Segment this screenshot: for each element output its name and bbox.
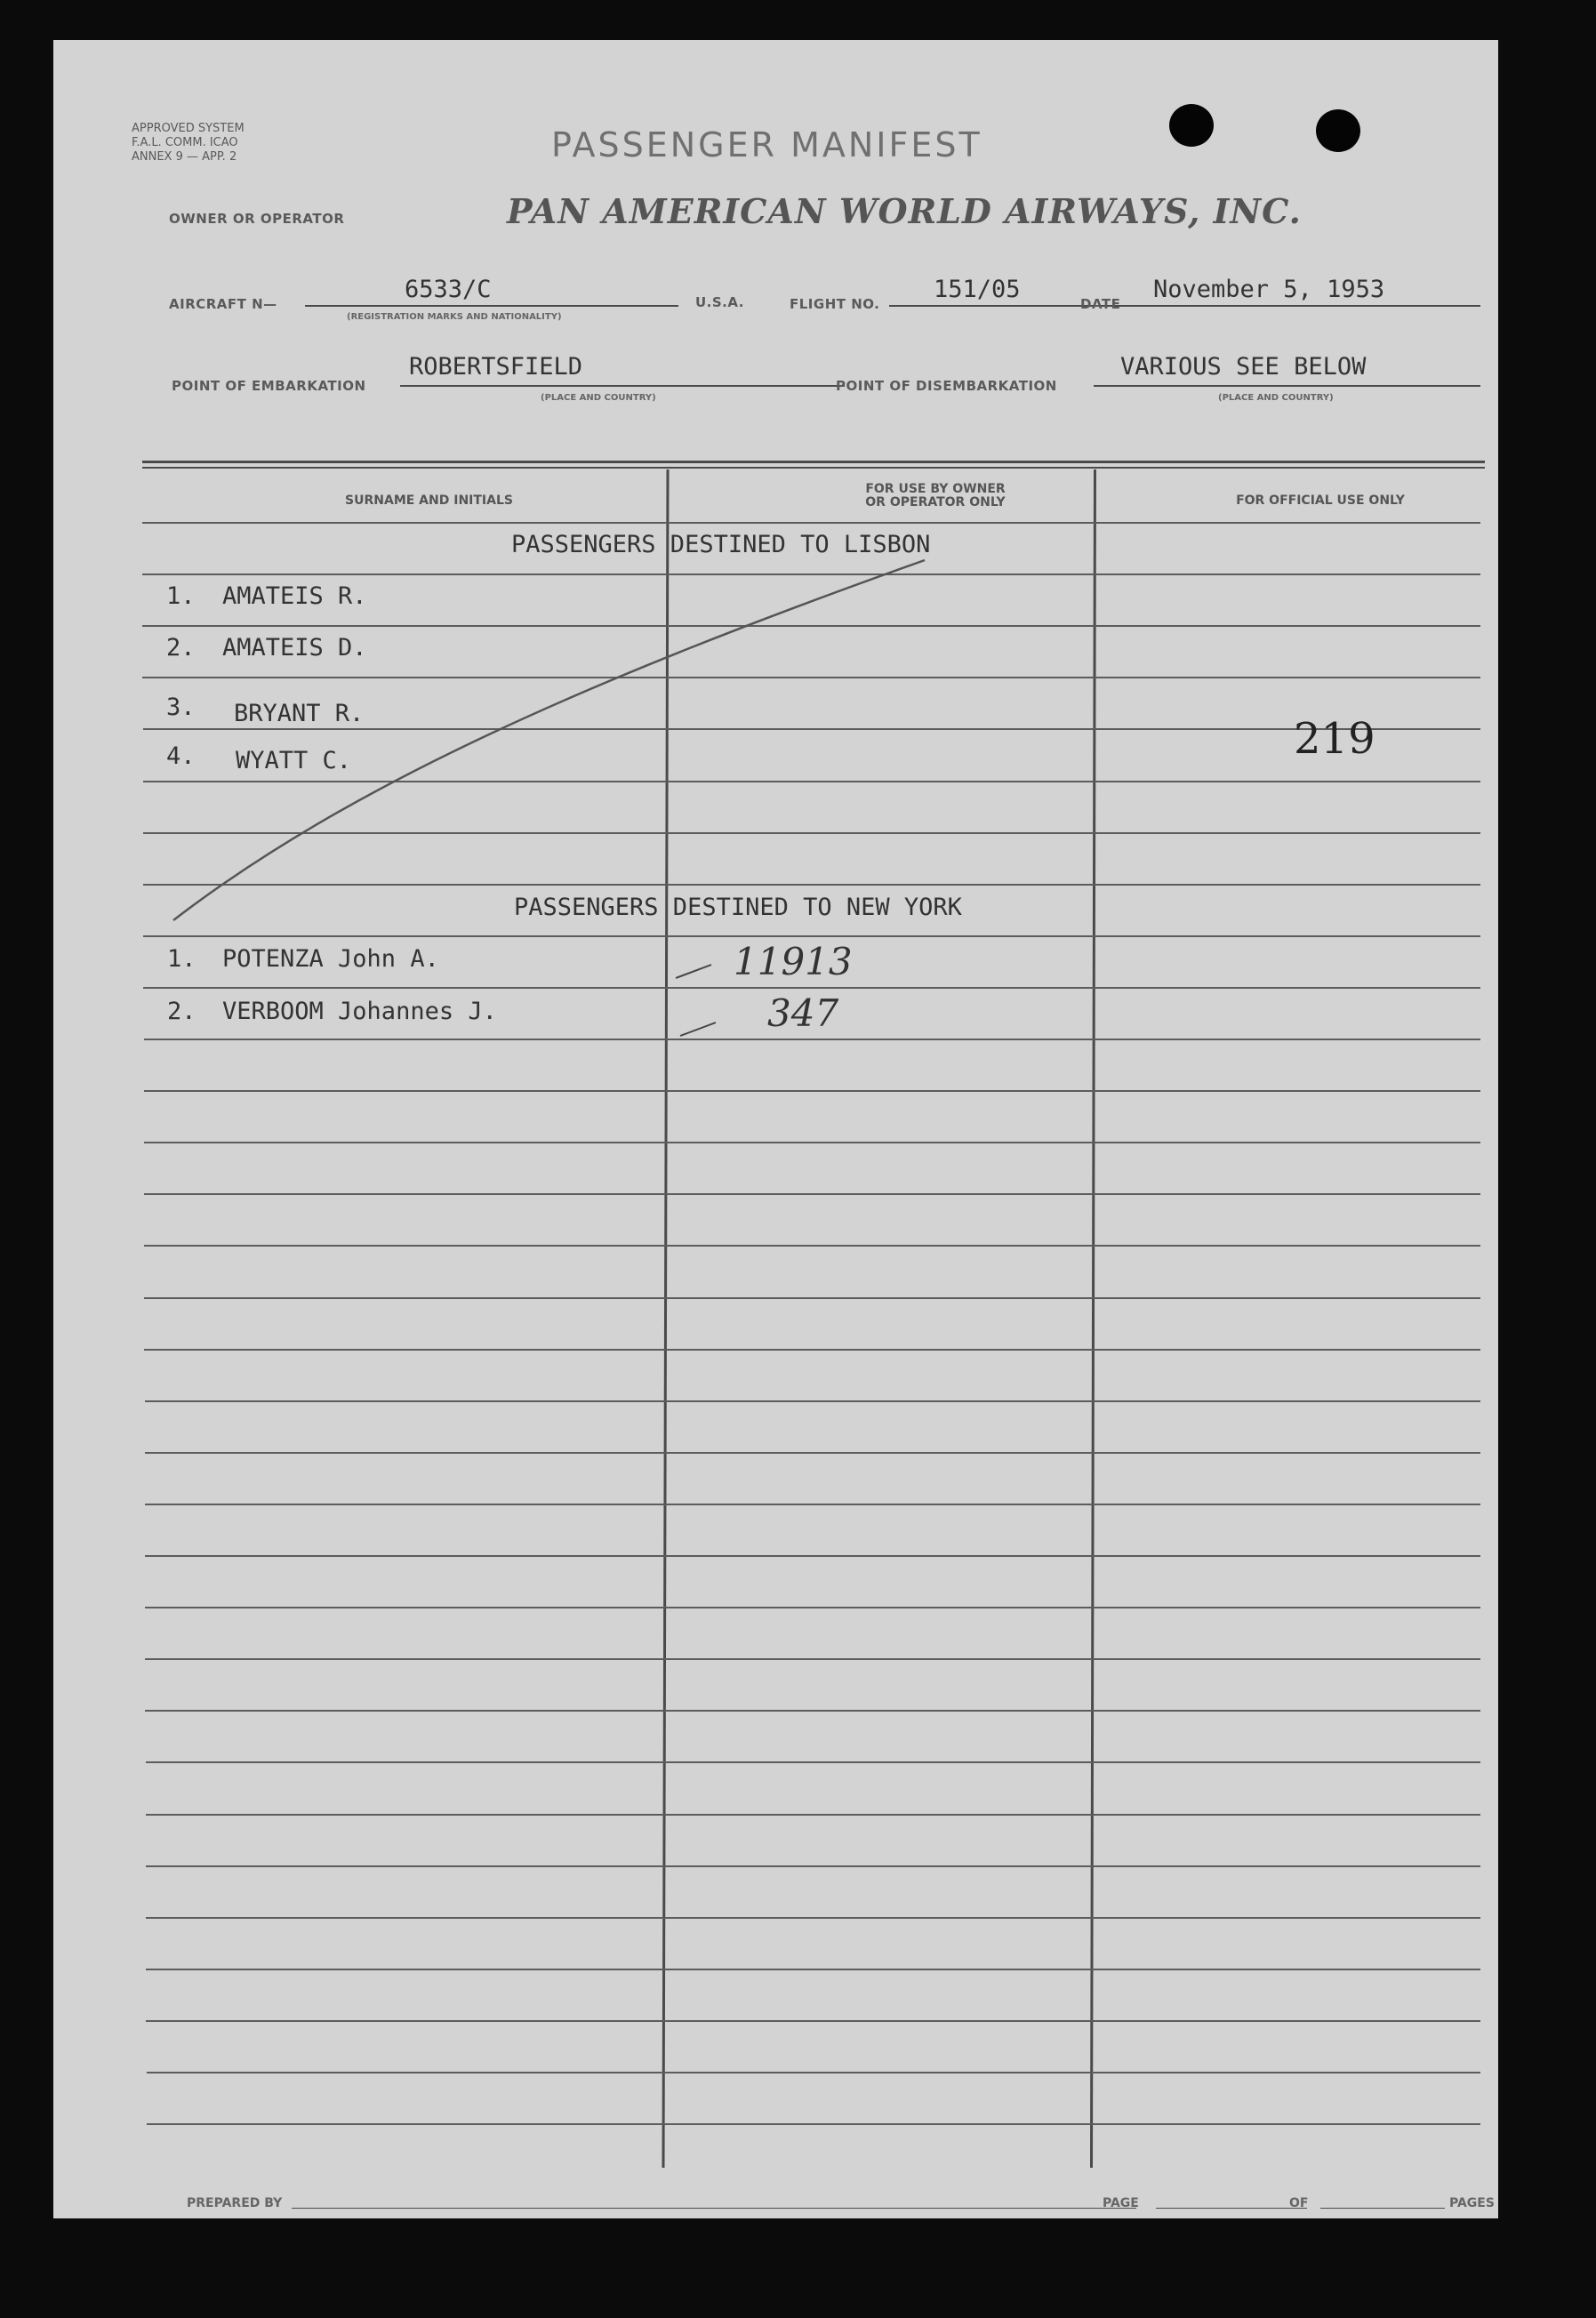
operator-note: 11913: [734, 940, 853, 983]
page-label: PAGE: [1103, 2196, 1139, 2210]
passenger-name: POTENZA John A.: [222, 945, 439, 973]
col-surname-header: SURNAME AND INITIALS: [345, 493, 513, 508]
passenger-name: AMATEIS R.: [222, 582, 367, 610]
passenger-num: 4.: [166, 742, 196, 770]
passenger-num: 2.: [167, 998, 196, 1025]
approval-note: APPROVED SYSTEM F.A.L. COMM. ICAO ANNEX 9 — APP. 2: [132, 122, 245, 164]
company-name: PAN AMERICAN WORLD AIRWAYS, INC.: [507, 191, 1302, 231]
date-label: DATE: [1080, 296, 1121, 312]
disembark-value: VARIOUS SEE BELOW: [1120, 353, 1367, 381]
registration-sub: (REGISTRATION MARKS AND NATIONALITY): [347, 312, 562, 322]
passenger-name: VERBOOM Johannes J.: [222, 998, 497, 1025]
disembark-label: POINT OF DISEMBARKATION: [836, 378, 1057, 394]
pages-label: PAGES: [1449, 2196, 1495, 2210]
aircraft-value: 6533/C: [405, 276, 492, 303]
passenger-name: BRYANT R.: [234, 700, 365, 727]
col-official-header: FOR OFFICIAL USE ONLY: [1236, 493, 1405, 508]
passenger-num: 3.: [166, 694, 196, 721]
of-label: OF: [1289, 2196, 1309, 2210]
embark-value: ROBERTSFIELD: [409, 353, 583, 381]
usa-label: U.S.A.: [695, 294, 744, 310]
flight-label: FLIGHT NO.: [790, 296, 880, 312]
official-stamp-number: 219: [1294, 714, 1375, 764]
col-operator-header-1: FOR USE BY OWNER: [865, 482, 1006, 496]
passenger-num: 1.: [166, 582, 196, 610]
place-sub-2: (PLACE AND COUNTRY): [1218, 393, 1334, 403]
embark-label: POINT OF EMBARKATION: [172, 378, 366, 394]
operator-note: 347: [767, 991, 839, 1035]
owner-label: OWNER OR OPERATOR: [169, 211, 345, 227]
form-title: PASSENGER MANIFEST: [551, 125, 982, 164]
prepared-line: [292, 2208, 1136, 2209]
col-operator-header-2: OR OPERATOR ONLY: [865, 495, 1006, 509]
passenger-name: WYATT C.: [236, 747, 352, 774]
place-sub-1: (PLACE AND COUNTRY): [541, 393, 656, 403]
section-lisbon: PASSENGERS DESTINED TO LISBON: [511, 531, 931, 558]
flight-value: 151/05: [934, 276, 1021, 303]
section-newyork: PASSENGERS DESTINED TO NEW YORK: [514, 894, 962, 921]
date-value: November 5, 1953: [1153, 276, 1385, 303]
passenger-num: 1.: [167, 945, 196, 973]
prepared-label: PREPARED BY: [187, 2196, 283, 2210]
tick-marks: [53, 40, 1498, 2218]
passenger-num: 2.: [166, 634, 196, 662]
manifest-sheet: [53, 40, 1498, 2218]
page-line: [1156, 2208, 1307, 2209]
aircraft-label: AIRCRAFT N—: [169, 296, 277, 312]
passenger-name: AMATEIS D.: [222, 634, 367, 662]
of-line: [1320, 2208, 1445, 2209]
